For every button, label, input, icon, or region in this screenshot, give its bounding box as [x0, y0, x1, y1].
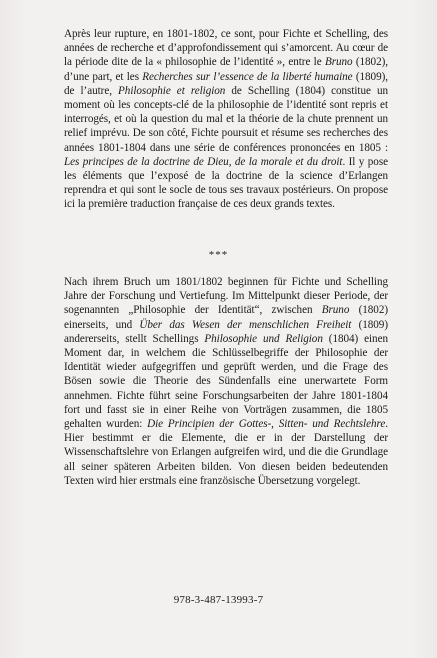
french-paragraph	[64, 27, 388, 212]
french-blurb	[64, 27, 388, 212]
french-text-3: (1809), de l’autre,	[64, 70, 388, 97]
german-title-bruno: Bruno	[321, 304, 350, 317]
french-text-4: de Schelling (1804) constitue un moment où les concepts-clé de la philosophie de l’identité sont repris et interrogés, et où la question du mal et la théorie de la chute prennent un relief imprévu. De son côté, Fichte poursuit et résume ses recherches des années 1801-1804 dans une série de conférences prononcées en 1805 :	[64, 84, 389, 154]
french-text-5: . Il y pose les éléments que l’exposé de la doctrine de la science d’Erlangen reprendra et qui sont le socle de tous ses travaux postérieurs. On propose ici la première traduction française de ces deux grands textes.	[64, 155, 389, 211]
french-title-principes: Les principes de la doctrine de Dieu, de la morale et du droit	[64, 155, 343, 168]
german-text-1: Nach ihrem Bruch um 1801/1802 beginnen für Fichte und Schelling Jahre der Forschung und Vertiefung. Im Mittelpunkt dieser Periode, der sogenannten „Philosophie der Identität“, zwischen	[64, 276, 388, 317]
german-title-philosophie-religion: Philosophie und Religion	[204, 332, 323, 345]
german-text-2: (1802) einerseits, und	[64, 304, 389, 331]
german-title-principien: Die Principien der Gottes-, Sitten- und Rechtslehre	[147, 418, 386, 431]
german-title-freiheit: Über das Wesen der menschlichen Freiheit	[139, 318, 352, 331]
french-title-philosophie-religion: Philosophie et religion	[118, 84, 226, 97]
german-text-4: (1804) einen Moment dar, in welchem die Schlüsselbegriffe der Philosophie der Identität wieder aufgegriffen und geprüft werden, und die Frage des Bösen sowie die Theorie des Sündenfalls eine unerwartete Form annehmen. Fichte führt seine Forschungsarbeiten der Jahre 1801-1804 fort und fasst sie in einer Reihe von Vorträgen zusammen, die 1805 gehalten wurden:	[64, 332, 388, 431]
german-text-5: . Hier bestimmt er die Elemente, die er in der Darstellung der Wissenschaftslehre von Erlangen aufgreifen wird, und die die Grundlage all seiner späteren Arbeiten bilden. Von diesen beiden bedeutenden Texten wird hier erstmals eine französische Übersetzung vorgelegt.	[64, 418, 389, 487]
french-title-recherches: Recherches sur l’essence de la liberté humaine	[142, 70, 353, 83]
german-paragraph	[64, 275, 388, 488]
section-separator: ***	[208, 249, 229, 261]
german-blurb	[64, 275, 388, 488]
german-text-3: (1809) andererseits, stellt Schellings	[64, 318, 388, 345]
isbn-number: 978-3-487-13993-7	[173, 594, 264, 606]
french-text-1: Après leur rupture, en 1801-1802, ce sont, pour Fichte et Schelling, des années de recherche et d’approfondissement qui s’amorcent. Au cœur de la période dite de la « philosophie de l’identité », entre le	[64, 28, 388, 69]
french-title-bruno: Bruno	[324, 56, 353, 69]
french-text-2: (1802), d’une part, et les	[64, 56, 388, 83]
